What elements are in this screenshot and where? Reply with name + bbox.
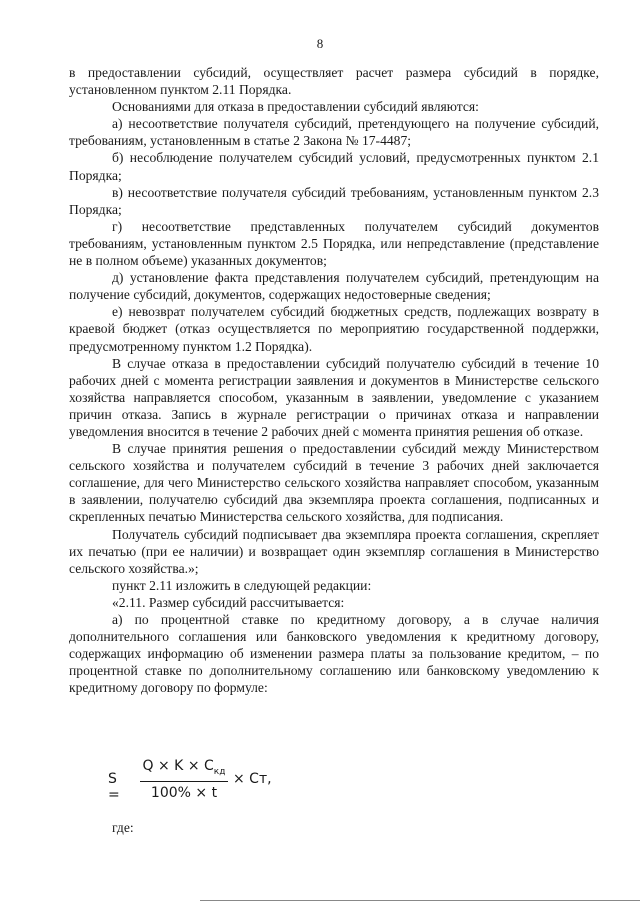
paragraph: пункт 2.11 изложить в следующей редакции: [112, 577, 372, 593]
paragraph: г) несоответствие представленных получателем субсидий документов требованиям, установленным пунктом 2.5 Порядка, или непредставление (представление не в полном объеме) указанных документов; [69, 218, 599, 269]
formula-fraction [140, 758, 228, 801]
paragraph: В случае принятия решения о предоставлении субсидий между Министерством сельского хозяйства и получателем субсидий в течение 3 рабочих дней заключается соглашение, для чего Министерство сельского хозяйства направляет способом, указанным в заявлении, получателю субсидий два экземпляра проекта соглашения, подписанных и скрепленных печатью Министерства сельского хозяйства, для подписания. [69, 441, 599, 525]
paragraph: Получатель субсидий подписывает два экземпляра проекта соглашения, скрепляет их печатью (при ее наличии) и возвращает один экземпляр соглашения в Министерство сельского хозяйства.»; [69, 526, 599, 576]
paragraph: б) несоблюдение получателем субсидий условий, предусмотренных пунктом 2.1 Порядка; [69, 150, 599, 183]
formula-numerator-main: Q × K × C [142, 758, 214, 774]
formula-numerator [140, 758, 228, 777]
fraction-bar [140, 781, 228, 782]
body-text [69, 64, 599, 696]
formula-numerator-subscript: кд [213, 766, 226, 777]
formula-rhs: × Ст, [233, 771, 272, 787]
paragraph: е) невозврат получателем субсидий бюджетных средств, подлежащих возврату в краевой бюджет (отказ осуществляется по мероприятию государственной поддержки, предусмотренному пунктом 1.2 Порядка). [69, 304, 599, 354]
formula-denominator: 100% × t [150, 784, 218, 801]
formula-lhs: S = [108, 771, 120, 803]
paragraph: Основаниями для отказа в предоставлении субсидий являются: [112, 99, 479, 115]
paragraph: в) несоответствие получателя субсидий требованиям, установленным пунктом 2.3 Порядка; [69, 184, 599, 217]
paragraph: «2.11. Размер субсидий рассчитывается: [112, 594, 345, 610]
paragraph: а) несоответствие получателя субсидий, претендующего на получение субсидий, требованиям, установленным в статье 2 Закона № 17-4487; [69, 116, 599, 149]
paragraph: а) по процентной ставке по кредитному договору, а в случае наличия дополнительного соглашения или банковского уведомления к кредитному договору, содержащих информацию об изменении размера платы за пользование кредитом, – по процентной ставке по дополнительному соглашению или банковскому уведомлению к кредитному договору по формуле: [69, 612, 599, 696]
where-label: где: [112, 820, 134, 835]
paragraph: д) установление факта представления получателем субсидий, претендующим на получение субсидий, документов, содержащих недостоверные сведения; [69, 270, 599, 303]
page-number: 8 [316, 36, 324, 51]
bottom-edge-line [200, 900, 640, 901]
paragraph: в предоставлении субсидий, осуществляет расчет размера субсидий в порядке, установленном пунктом 2.11 Порядка. [69, 65, 599, 98]
paragraph: В случае отказа в предоставлении субсидий получателю субсидий в течение 10 рабочих дней с момента регистрации заявления и документов в Министерстве сельского хозяйства направляется способом, указанным в заявлении, уведомление с указанием причин отказа. Запись в журнале регистрации о причинах отказа и направлении уведомления вносится в течение 2 рабочих дней с момента принятия решения об отказе. [69, 355, 599, 439]
